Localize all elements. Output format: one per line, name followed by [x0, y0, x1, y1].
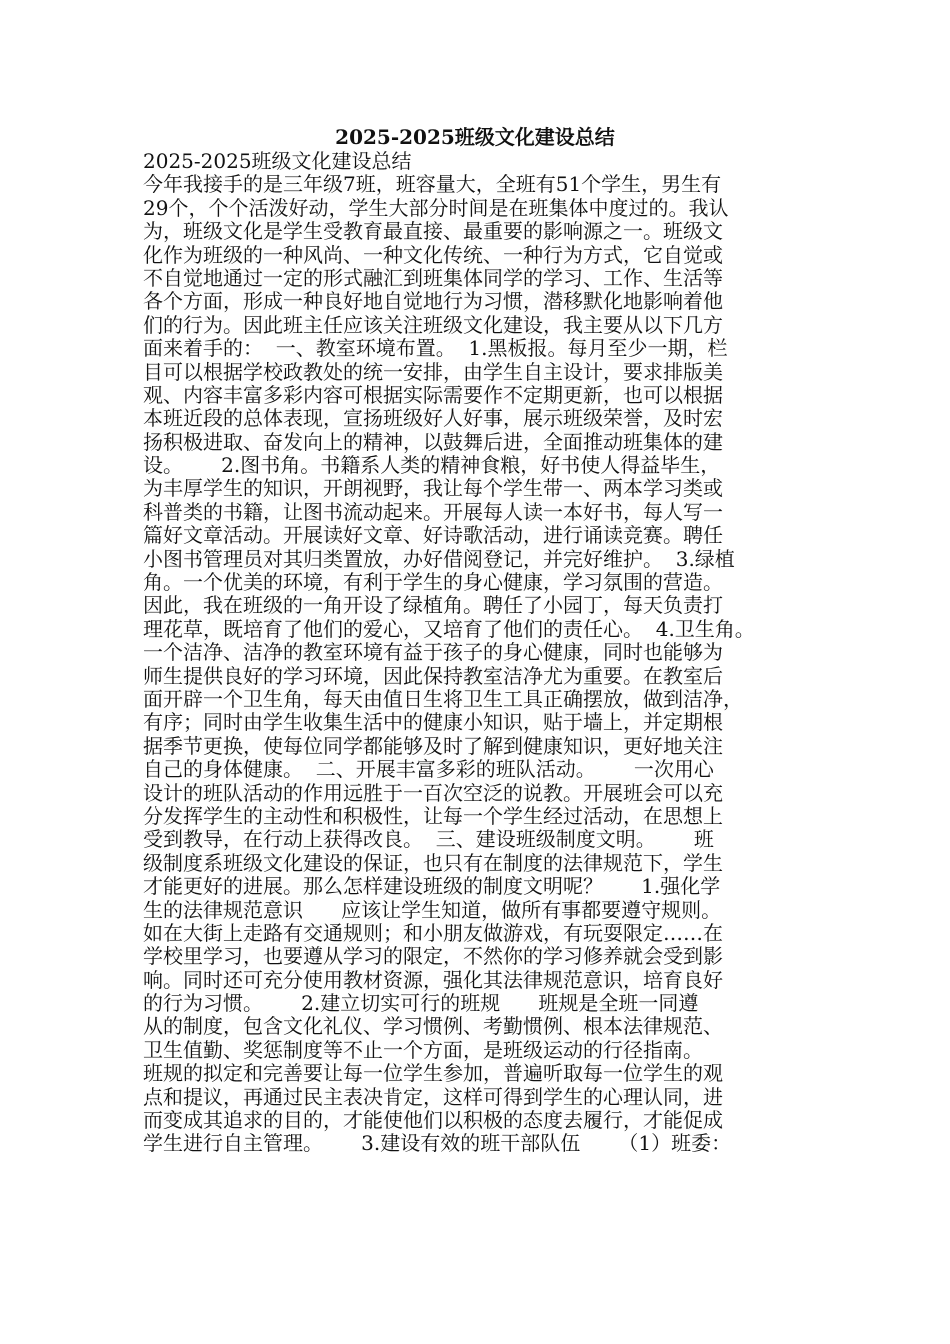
body-line: 学校里学习，也要遵从学习的限定，不然你的学习修养就会受到影: [143, 944, 723, 969]
body-line: 目可以根据学校政教处的统一安排，由学生自主设计，要求排版美: [143, 359, 723, 384]
body-line: 为，班级文化是学生受教育最直接、最重要的影响源之一。班级文: [143, 219, 723, 244]
body-line: 面开辟一个卫生角，每天由值日生将卫生工具正确摆放，做到洁净，: [143, 686, 743, 711]
body-line: 因此，我在班级的一角开设了绿植角。聘任了小园丁，每天负责打: [143, 593, 723, 618]
body-line: 本班近段的总体表现，宣扬班级好人好事，展示班级荣誉，及时宏: [143, 406, 723, 431]
body-line: 小图书管理员对其归类置放，办好借阅登记，并完好维护。 3.绿植: [143, 546, 735, 571]
body-line: 班规的拟定和完善要让每一位学生参加，普遍听取每一位学生的观: [143, 1061, 723, 1086]
body-line: 不自觉地通过一定的形式融汇到班集体同学的学习、工作、生活等: [143, 265, 723, 290]
body-line: 分发挥学生的主动性和积极性，让每一个学生经过活动，在思想上: [143, 803, 723, 828]
body-line: 师生提供良好的学习环境，因此保持教室洁净尤为重要。在教室后: [143, 663, 723, 688]
body-line: 设。 2.图书角。书籍系人类的精神食粮，好书使人得益毕生，: [143, 453, 721, 478]
body-line: 理花草，既培育了他们的爱心，又培育了他们的责任心。 4.卫生角。: [143, 616, 755, 641]
body-line: 生的法律规范意识 应该让学生知道，做所有事都要遵守规则。: [143, 897, 722, 922]
body-line: 点和提议，再通过民主表决肯定，这样可得到学生的心理认同，进: [143, 1084, 723, 1109]
body-line: 卫生值勤、奖惩制度等不止一个方面，是班级运动的行径指南。: [143, 1037, 703, 1062]
body-line: 响。同时还可充分使用教材资源，强化其法律规范意识，培育良好: [143, 967, 723, 992]
body-line: 学生进行自主管理。 3.建设有效的班干部队伍 （1）班委：: [143, 1131, 732, 1156]
body-line: 29个，个个活泼好动，学生大部分时间是在班集体中度过的。我认: [143, 195, 729, 220]
body-line: 化作为班级的一种风尚、一种文化传统、一种行为方式，它自觉或: [143, 242, 723, 267]
body-line: 据季节更换，使每位同学都能够及时了解到健康知识，更好地关注: [143, 733, 723, 758]
body-line: 设计的班队活动的作用远胜于一百次空泛的说教。开展班会可以充: [143, 780, 723, 805]
body-line: 自己的身体健康。 二、开展丰富多彩的班队活动。 一次用心: [143, 757, 714, 782]
document-title: 2025-2025班级文化建设总结: [335, 125, 615, 149]
body-line: 科普类的书籍，让图书流动起来。开展每人读一本好书，每人写一: [143, 499, 723, 524]
body-line: 面来着手的： 一、教室环境布置。 1.黑板报。每月至少一期，栏: [143, 336, 728, 361]
body-line: 的行为习惯。 2.建立切实可行的班规 班规是全班一同遵: [143, 991, 699, 1016]
body-line: 2025-2025班级文化建设总结: [143, 149, 412, 173]
body-line: 篇好文章活动。开展读好文章、好诗歌活动，进行诵读竞赛。聘任: [143, 523, 723, 548]
body-line: 各个方面，形成一种良好地自觉地行为习惯，潜移默化地影响着他: [143, 289, 723, 314]
body-line: 才能更好的进展。那么怎样建设班级的制度文明呢？ 1.强化学: [143, 874, 721, 899]
body-line: 有序；同时由学生收集生活中的健康小知识，贴于墙上，并定期根: [143, 710, 723, 735]
body-line: 从的制度，包含文化礼仪、学习惯例、考勤惯例、根本法律规范、: [143, 1014, 723, 1039]
body-line: 一个洁净、洁净的教室环境有益于孩子的身心健康，同时也能够为: [143, 640, 723, 665]
body-line: 扬积极进取、奋发向上的精神，以鼓舞后进，全面推动班集体的建: [143, 429, 723, 454]
body-line: 角。一个优美的环境，有利于学生的身心健康，学习氛围的营造。: [143, 570, 723, 595]
body-line: 们的行为。因此班主任应该关注班级文化建设，我主要从以下几方: [143, 312, 723, 337]
body-line: 观、内容丰富多彩内容可根据实际需要作不定期更新，也可以根据: [143, 382, 723, 407]
body-line: 如在大街上走路有交通规则；和小朋友做游戏，有玩耍限定……在: [143, 920, 723, 945]
body-line: 受到教导，在行动上获得改良。 三、建设班级制度文明。 班: [143, 827, 714, 852]
body-line: 而变成其追求的目的，才能使他们以积极的态度去履行，才能促成: [143, 1108, 723, 1133]
body-line: 级制度系班级文化建设的保证，也只有在制度的法律规范下，学生: [143, 850, 723, 875]
document-body: [143, 150, 823, 1156]
body-line: 为丰厚学生的知识，开朗视野，我让每个学生带一、两本学习类或: [143, 476, 723, 501]
body-line: 今年我接手的是三年级7班，班容量大，全班有51个学生，男生有: [143, 172, 722, 197]
